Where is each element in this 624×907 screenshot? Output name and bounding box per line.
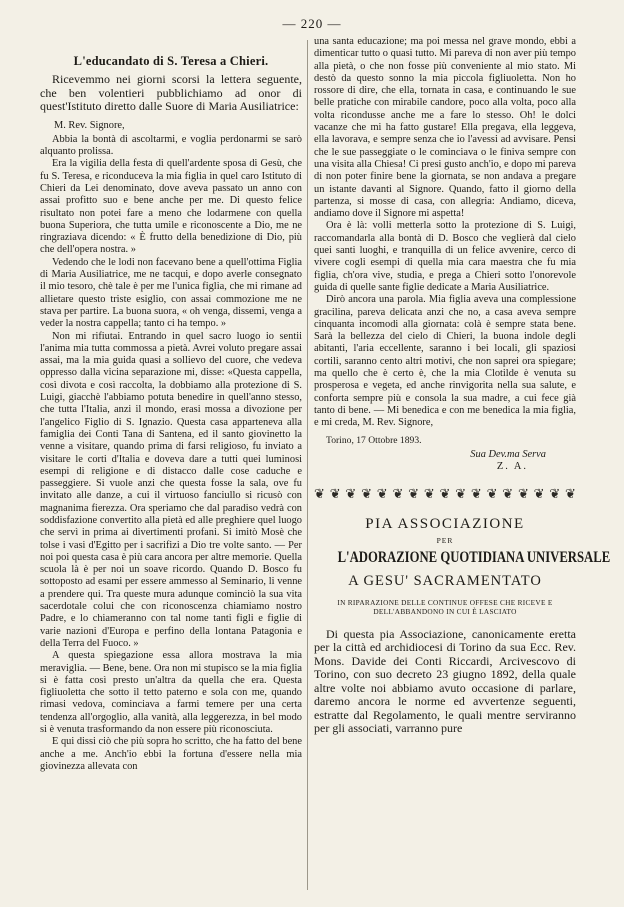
association-body: Di questa pia Associazione, canonicamente eretta per la città ed archidiocesi di Torino da sua Ecc. Rev. Mons. Davide dei Conti Riccardi, Arcivescovo di Torino, con suo decreto 23 giugno 1892, della quale altre volte noi abbiamo avuto occasione di parlare, daremo ancora le norme ed avvertenze seguenti, estratte dal Regolamento, le quali mentre serviranno per gli associati, varranno pure [314,626,576,735]
heading-adoration: L'ADORAZIONE QUOTIDIANA UNIVERSALE [337,548,611,566]
ornament-icon: ❦ [408,486,420,502]
ornament-icon: ❦ [423,486,435,502]
paragraph: Non mi rifiutai. Entrando in quel sacro luogo io sentii l'anima mia tutta commossa a pietà. Avrei voluto pregare assai assai, ma la mia guida quasi a sollievo del cuore, che vedeva oppresso dalla vicina separazione mi, disse: «Questa cappella, così divota e così raccolta, la dobbiamo alla protezione di S. Luigi, giacchè l'abbiamo potuta benedire in quell'anno stesso, che tutta l'Italia, anzi il mondo, erasi mossa a divozione per l'angelico Figlio di S. Ignazio. Questa casa apparteneva alla famiglia dei Conti Tana di Santena, ed il santo giovinetto la venne a visitare, quando prima di farsi religioso, fu inviato a visitare le corti d'Italia e doveva dare a tutti quei luminosi esempi di religione e di distacco dalle cose caduche e passeggiere. Si vuole anzi che questa fosse la sala, ove fu invitato alle danze, a cui il virtuoso fanciullo si ricusò con magnanima fierezza. Ora speriamo che dal paradiso vedrà con soddisfazione convertito alla pietà ed alle preghiere quel luogo che servì in prima ai divertimenti profani. Si imitò Mosè che tolse i vasi d'Egitto per i sacrifizi a Dio tre volte santo. — Per noi poi questa casa è più cara ancora per altre memorie. Quella scuola là è per noi un soave ricordo. Quando D. Bosco fu sottoposto ad esami per essere ammesso al Seminario, li venne a prendere qui. Tra queste mura adunque cominciò la sua vita sacerdotale colui che con riconoscenza chiamiamo nostro Padre, e lo chiameranno con tal nome tanti figli e figlie di varie nazioni d'Europa e perfino della lontana Patagonia e della Terra del Fuoco. » [40,330,302,649]
heading-association: PIA ASSOCIAZIONE [365,515,525,532]
heading-reparation: IN RIPARAZIONE DELLE CONTINUE OFFESE CHE RICEVE E DELL'ABBANDONO IN CUI È LASCIATO [337,597,553,616]
article-title: L'educandato di S. Teresa a Chieri. [73,54,269,68]
heading-sacrament: A GESU' SACRAMENTATO [348,572,542,589]
letter-initials: Z. A. [496,460,528,472]
ornament-icon: ❦ [439,486,451,502]
page-number: — 220 — [282,16,342,31]
paragraph: Dirò ancora una parola. Mia figlia aveva una complessione gracilina, pareva delicata anzi che no, a casa aveva sempre cinquanta incomodi alla giornata: colà è sempre stata bene. Sarà la bellezza del cielo di Chieri, la buona indole degli abitanti, l'aria eccellente, saranno i bei locali, gli spaziosi cortili, saranno cento altri motivi, che non saprei ora spiegare; ma quello che è certo è, che la mia Clotilde è venuta su prosperosa e vegeta, ed anche rinvigorita nella sua salute, e conforta sempre più e consola la sua madre, a cui fece già tanto di bene. — Mi benedica e con me benedica la mia figlia, e mi creda, M. Rev. Signore, [314,294,576,429]
paragraph: Ora è là: volli metterla sotto la protezione di S. Luigi, raccomandarla alla bontà di D. Bosco che veglierà dal cielo quei santi luoghi, e tranquilla di un felice avvenire, cerco di vivere cogli esempi di quella mia cara maestra che fu mia figlia, ch'ora vive, studia, e prega a Chieri sotto l'onorevole guida di quelle sante figlie dedicate a Maria Ausiliatrice. [314,220,576,293]
paragraph: E qui dissi ciò che più sopra ho scritto, che ha fatto del bene anche a me. Anch'io ebbi la fortuna d'essere nella mia giovinezza allevata con [40,736,302,772]
ornament-icon: ❦ [533,486,545,502]
ornament-icon: ❦ [392,486,404,502]
ornament-icon: ❦ [345,486,357,502]
ornament-icon: ❦ [517,486,529,502]
letter-signature: Sua Dev.ma Serva [470,448,546,460]
left-column [40,36,302,773]
ornament-icon: ❦ [470,486,482,502]
paragraph: Era la vigilia della festa di quell'ardente sposa di Gesù, che fu S. Teresa, e riconduceva la mia figlia in quel caro Istituto di Chieri da Lei denominato, dove aveva passato un anno con assai profitto suo e bene anche per me. Di questo felice risultato non potei fare a meno che lodarmene con quella buona Superiora, che tutta umile e riconoscente a Dio, me ne ringraziava dicendo: « È frutto della benedizione di Dio, più che dell'opera nostra. » [40,158,302,256]
ornament-icon: ❦ [549,486,561,502]
heading-per: PER [436,535,454,545]
ornament-icon: ❦ [502,486,514,502]
ornament-icon: ❦ [314,486,325,502]
ornament-icon: ❦ [455,486,467,502]
ornament-icon: ❦ [329,486,341,502]
right-column [314,36,611,736]
ornament-icon: ❦ [376,486,388,502]
letter-date: Torino, 17 Ottobre 1893. [326,434,422,446]
ornament-icon: ❦ [565,486,576,502]
paragraph: una santa educazione; ma poi messa nel grave mondo, ebbi a dimenticar tutto o quasi tutto. Mi pareva di non aver più tempo alla pietà, o che non fosse più conveniente al mio stato. Mi destò da questo sonno la mia piccola figliuoletta. Non ho rossore di dire, che ella, tornata in casa, e continuando le sue belle pratiche con mirabile candore, poco alla volta, poco alla volta ricondusse anche me a fare lo stesso. Oh! le dolci vacanze che mi ha fatto gustare! Ella pregava, ella leggeva, ella lavorava, e sempre senza che io l'avessi ad avvisare. Pensi che le sue passeggiate o le cominciava o le finiva sempre con una visita alla Chiesa! Ci presi gusto anch'io, e dopo mi pareva di non poter finire bene la giornata, se non andava a pregare un istante davanti al Signore. Quando, fatto il giorno della partenza, si mosse di casa, con allegria: Andiamo, diceva, andiamo dove il Signore mi aspetta! [314,36,576,220]
ornament-icon: ❦ [361,486,372,502]
article-lead: Ricevemmo nei giorni scorsi la lettera seguente, che ben volentieri pubblichiamo ad onor di quest'Istituto diretto dalle Suore di Maria Ausiliatrice: [40,72,302,113]
ornament-icon: ❦ [486,486,498,502]
paragraph: A questa spiegazione essa allora mostrava la mia meraviglia. — Bene, bene. Ora non mi stupisco se la mia figlia si è fatta così presto un'altra da quella che era. Questa figliuoletta che sotto il tetto paterno e sola con me, quando rimasi vedova, cominciava a farmi temere per una certa tendenza all'orgoglio, alla vanità, alla leggerezza, in bel modo si è venuta trasformando da non essere più riconosciuta. [40,650,303,736]
column-divider [307,40,308,890]
ornament-rule [314,486,576,504]
salutation: M. Rev. Signore, [54,119,125,131]
paragraph: Vedendo che le lodi non facevano bene a quell'ottima Figlia di Maria Ausiliatrice, me ne tacqui, e dopo averle consegnato il mio tesoro, chè tale è per me l'unica figlia, che mi rimane ad allietare questo triste esiglio, con assai commozione me ne stava per partire. La buona suora, « oh venga, dissemi, venga a veder la nostra cappella; tanto ci ha tempo. » [40,256,302,330]
paragraph: Abbia la bontà di ascoltarmi, e voglia perdonarmi se sarò alquanto prolissa. [40,133,302,158]
